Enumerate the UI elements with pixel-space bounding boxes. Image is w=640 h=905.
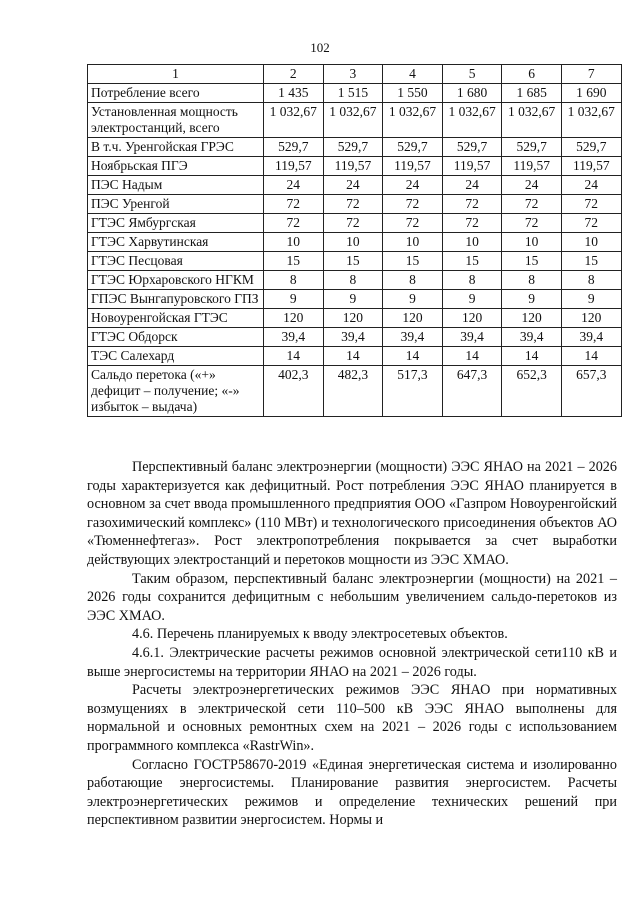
table-cell: 39,4 (442, 328, 502, 347)
table-cell: 647,3 (442, 366, 502, 417)
table-cell: 1 435 (264, 84, 324, 103)
column-header: 1 (88, 65, 264, 84)
paragraph: Расчеты электроэнергетических режимов ЭЭС ЯНАО при нормативных возмущениях в электрической сети 110–500 кВ ЭЭС ЯНАО выполнены для нормальной и основных ремонтных схем на 2021 – 2026 годы с использованием программного комплекса «RastrWin». (87, 682, 617, 754)
table-row (88, 347, 622, 366)
table-cell: 119,57 (264, 157, 324, 176)
table-cell: 1 032,67 (442, 103, 502, 138)
table-row (88, 84, 622, 103)
table-cell: 10 (561, 233, 621, 252)
table-cell: 1 685 (502, 84, 562, 103)
row-label: В т.ч. Уренгойская ГРЭС (88, 138, 264, 157)
row-label: Ноябрьская ПГЭ (88, 157, 264, 176)
table-cell: 1 032,67 (264, 103, 324, 138)
table-cell: 120 (561, 309, 621, 328)
table-row (88, 138, 622, 157)
table-cell: 24 (502, 176, 562, 195)
table-cell: 120 (323, 309, 383, 328)
row-label: ГТЭС Харвутинская (88, 233, 264, 252)
row-label: Новоуренгойская ГТЭС (88, 309, 264, 328)
table-cell: 15 (502, 252, 562, 271)
table-cell: 120 (502, 309, 562, 328)
table-row (88, 290, 622, 309)
row-label: Потребление всего (88, 84, 264, 103)
table-cell: 9 (323, 290, 383, 309)
table-cell: 24 (323, 176, 383, 195)
table-cell: 8 (323, 271, 383, 290)
table-cell: 24 (264, 176, 324, 195)
table-cell: 39,4 (502, 328, 562, 347)
power-balance-table (87, 64, 622, 417)
body-text (87, 458, 617, 830)
table-row (88, 214, 622, 233)
table-row (88, 328, 622, 347)
table-cell: 72 (502, 214, 562, 233)
table-cell: 24 (383, 176, 443, 195)
row-label: ГТЭС Юрхаровского НГКМ (88, 271, 264, 290)
table-cell: 14 (442, 347, 502, 366)
table-cell: 1 680 (442, 84, 502, 103)
table-cell: 8 (502, 271, 562, 290)
table-cell: 72 (442, 195, 502, 214)
table-cell: 119,57 (502, 157, 562, 176)
table-cell: 39,4 (383, 328, 443, 347)
table-cell: 14 (323, 347, 383, 366)
column-header: 2 (264, 65, 324, 84)
table-row (88, 233, 622, 252)
table-cell: 14 (264, 347, 324, 366)
table-cell: 39,4 (561, 328, 621, 347)
table-cell: 652,3 (502, 366, 562, 417)
column-header: 7 (561, 65, 621, 84)
table-cell: 10 (442, 233, 502, 252)
table-cell: 8 (264, 271, 324, 290)
column-header: 5 (442, 65, 502, 84)
table-cell: 72 (561, 195, 621, 214)
row-label: Установленная мощность электростанций, всего (88, 103, 264, 138)
table-cell: 657,3 (561, 366, 621, 417)
paragraph: Перспективный баланс электроэнергии (мощности) ЭЭС ЯНАО на 2021 – 2026 годы характеризуется как дефицитный. Рост потребления ЭЭС ЯНАО планируется в основном за счет ввода промышленного предприятия ООО «Газпром Новоуренгойский газохимический комплекс» (110 МВт) и технологического присоединения объектов АО «Тюменнефтегаз». Рост электропотребления покрывается за счет выработки действующих электростанций и перетоков мощности из ЭЭС ХМАО. (87, 459, 617, 568)
table-cell: 39,4 (264, 328, 324, 347)
table-cell: 529,7 (383, 138, 443, 157)
table-cell: 72 (264, 214, 324, 233)
paragraph: Согласно ГОСТР58670-2019 «Единая энергетическая система и изолированно работающие энергосистемы. Планирование развития энергосистем. Расчеты электроэнергетических режимов и определение технических решений при перспективном развитии энергосистем. Нормы и (87, 756, 617, 829)
section-heading: 4.6. Перечень планируемых к вводу электросетевых объектов. (132, 626, 508, 643)
table-cell: 8 (442, 271, 502, 290)
table-cell: 14 (561, 347, 621, 366)
row-label: ТЭС Салехард (88, 347, 264, 366)
table-cell: 8 (383, 271, 443, 290)
table-cell: 72 (442, 214, 502, 233)
table-cell: 120 (383, 309, 443, 328)
table-row (88, 176, 622, 195)
table-row (88, 157, 622, 176)
page-number: 102 (310, 40, 330, 55)
table-cell: 15 (561, 252, 621, 271)
table-cell: 1 032,67 (561, 103, 621, 138)
row-label: Сальдо перетока («+» дефицит – получение; «-» избыток – выдача) (88, 366, 264, 417)
table-cell: 119,57 (383, 157, 443, 176)
table-cell: 119,57 (442, 157, 502, 176)
row-label: ГТЭС Ямбургская (88, 214, 264, 233)
table-cell: 15 (442, 252, 502, 271)
column-header: 6 (502, 65, 562, 84)
table-cell: 72 (561, 214, 621, 233)
table-cell: 1 550 (383, 84, 443, 103)
table-cell: 517,3 (383, 366, 443, 417)
table-row (88, 252, 622, 271)
table-cell: 10 (502, 233, 562, 252)
table-cell: 402,3 (264, 366, 324, 417)
table-header-row (88, 65, 622, 84)
row-label: ГПЭС Вынгапуровского ГПЗ (88, 290, 264, 309)
table-cell: 120 (264, 309, 324, 328)
table-cell: 9 (264, 290, 324, 309)
table-cell: 9 (383, 290, 443, 309)
table-cell: 529,7 (264, 138, 324, 157)
table-cell: 24 (561, 176, 621, 195)
row-label: ПЭС Уренгой (88, 195, 264, 214)
table-cell: 119,57 (561, 157, 621, 176)
table-cell: 15 (323, 252, 383, 271)
paragraph: Таким образом, перспективный баланс электроэнергии (мощности) на 2021 – 2026 годы сохранится дефицитным с небольшим увеличением сальдо-перетоков из ЭЭС ХМАО. (87, 570, 617, 624)
table-cell: 1 515 (323, 84, 383, 103)
table-cell: 72 (323, 214, 383, 233)
table-cell: 10 (264, 233, 324, 252)
table-cell: 72 (383, 214, 443, 233)
table-cell: 9 (442, 290, 502, 309)
table-cell: 1 032,67 (323, 103, 383, 138)
column-header: 4 (383, 65, 443, 84)
table-row (88, 366, 622, 417)
table-cell: 72 (383, 195, 443, 214)
column-header: 3 (323, 65, 383, 84)
table-cell: 15 (264, 252, 324, 271)
table-cell: 14 (383, 347, 443, 366)
table-cell: 14 (502, 347, 562, 366)
row-label: ГТЭС Песцовая (88, 252, 264, 271)
table-cell: 10 (323, 233, 383, 252)
table-cell: 1 032,67 (383, 103, 443, 138)
table-cell: 529,7 (502, 138, 562, 157)
table-cell: 39,4 (323, 328, 383, 347)
table-cell: 10 (383, 233, 443, 252)
table-cell: 482,3 (323, 366, 383, 417)
table-row (88, 309, 622, 328)
subsection-heading: 4.6.1. Электрические расчеты режимов основной электрической сети110 кВ и выше энергосистемы на территории ЯНАО на 2021 – 2026 годы. (87, 644, 617, 680)
table-row (88, 103, 622, 138)
table-row (88, 195, 622, 214)
row-label: ГТЭС Обдорск (88, 328, 264, 347)
table-cell: 1 032,67 (502, 103, 562, 138)
table-cell: 9 (502, 290, 562, 309)
table-cell: 119,57 (323, 157, 383, 176)
table-cell: 15 (383, 252, 443, 271)
table-cell: 72 (264, 195, 324, 214)
row-label: ПЭС Надым (88, 176, 264, 195)
table-cell: 1 690 (561, 84, 621, 103)
table-row (88, 271, 622, 290)
table-cell: 529,7 (561, 138, 621, 157)
table-cell: 9 (561, 290, 621, 309)
table-cell: 529,7 (323, 138, 383, 157)
table-cell: 72 (502, 195, 562, 214)
table-cell: 120 (442, 309, 502, 328)
table-cell: 24 (442, 176, 502, 195)
table-cell: 8 (561, 271, 621, 290)
table-cell: 72 (323, 195, 383, 214)
table-cell: 529,7 (442, 138, 502, 157)
